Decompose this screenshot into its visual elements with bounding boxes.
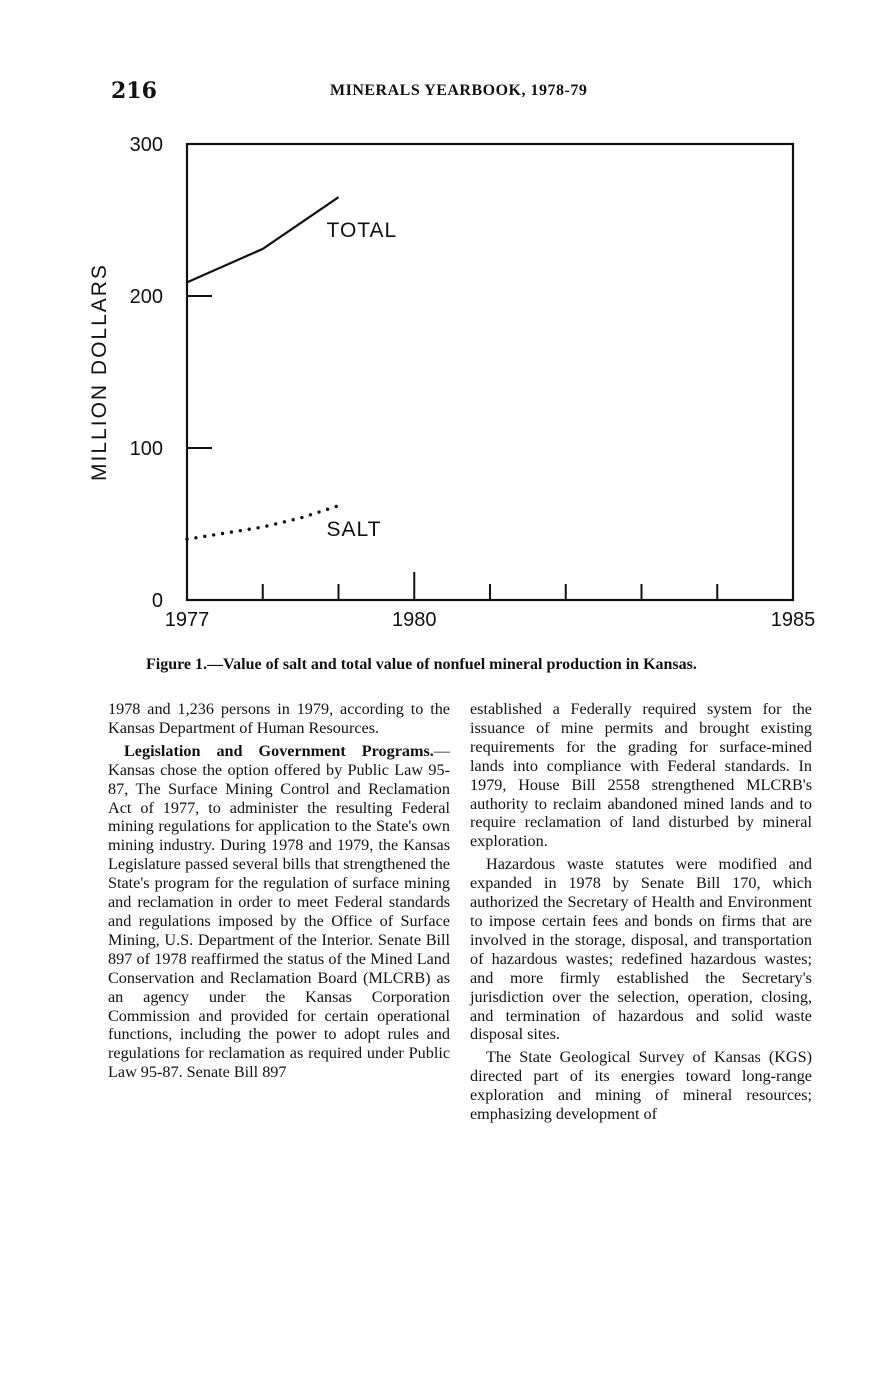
series-label-salt: SALT xyxy=(326,517,382,541)
plot-frame xyxy=(187,144,793,600)
x-tick-label: 1977 xyxy=(164,609,210,631)
paragraph: The State Geological Survey of Kansas (KGS) directed part of its energies toward long-range exploration and mining of mineral resources; emphasizing development of xyxy=(470,1048,812,1124)
section-heading: Legislation and Government Programs. xyxy=(124,741,434,760)
y-tick-label: 100 xyxy=(129,438,163,460)
series-line-salt xyxy=(187,506,339,539)
y-tick-labels xyxy=(130,134,163,612)
paragraph xyxy=(108,742,450,1082)
y-axis-label: MILLION DOLLARS xyxy=(88,263,111,481)
x-tick-label: 1985 xyxy=(770,609,816,631)
series-layer xyxy=(187,197,397,541)
paragraph: Hazardous waste statutes were modified and expanded in 1978 by Senate Bill 170, which authorized the Secretary of Health and Environment to impose certain fees and bonds on firms that are involved in the storage, disposal, and transportation of hazardous wastes; redefined hazardous wastes; and more firmly established the Secretary's jurisdiction over the selection, operation, closing, and termination of hazardous and solid waste disposal sites. xyxy=(470,855,812,1044)
series-label-total: TOTAL xyxy=(326,219,398,243)
x-tick-label: 1980 xyxy=(392,609,437,631)
page-number: 216 xyxy=(111,78,157,104)
x-tick-labels xyxy=(165,609,816,631)
paragraph-text: —Kansas chose the option offered by Public Law 95-87, The Surface Mining Control and Reclamation Act of 1977, to administer the resulting Federal mining regulations for application to the State's own mining industry. During 1978 and 1979, the Kansas Legislature passed several bills that strengthened the State's program for the regulation of surface mining and reclamation in order to meet Federal standards and regulations imposed by the Office of Surface Mining, U.S. Department of the Interior. Senate Bill 897 of 1978 reaffirmed the status of the Mined Land Conservation and Reclamation Board (MLCRB) as an agency under the Kansas Corporation Commission and provided for certain operational functions, including the power to adopt rules and regulations for reclamation as required under Public Law 95-87. Senate Bill 897 xyxy=(108,741,450,1082)
running-title: MINERALS YEARBOOK, 1978-79 xyxy=(330,82,588,99)
x-tick-marks xyxy=(263,572,718,600)
y-tick-marks xyxy=(187,296,212,448)
paragraph: 1978 and 1,236 persons in 1979, according to the Kansas Department of Human Resources. xyxy=(108,700,450,737)
figure-caption: Figure 1.—Value of salt and total value of nonfuel mineral production in Kansas. xyxy=(146,656,697,673)
paragraph: established a Federally required system for the issuance of mine permits and brought existing requirements for the grading for surface-mined lands into compliance with Federal standards. In 1979, House Bill 2558 strengthened MLCRB's authority to reclaim abandoned mined lands and to require reclamation of land disturbed by mineral exploration. xyxy=(470,700,812,851)
text-column-right xyxy=(470,700,812,1128)
y-tick-label: 200 xyxy=(129,286,163,308)
y-tick-label: 0 xyxy=(151,590,163,612)
series-line-total xyxy=(187,197,339,282)
figure-chart xyxy=(0,0,873,640)
text-column-left xyxy=(108,700,450,1086)
y-tick-label: 300 xyxy=(129,134,163,156)
